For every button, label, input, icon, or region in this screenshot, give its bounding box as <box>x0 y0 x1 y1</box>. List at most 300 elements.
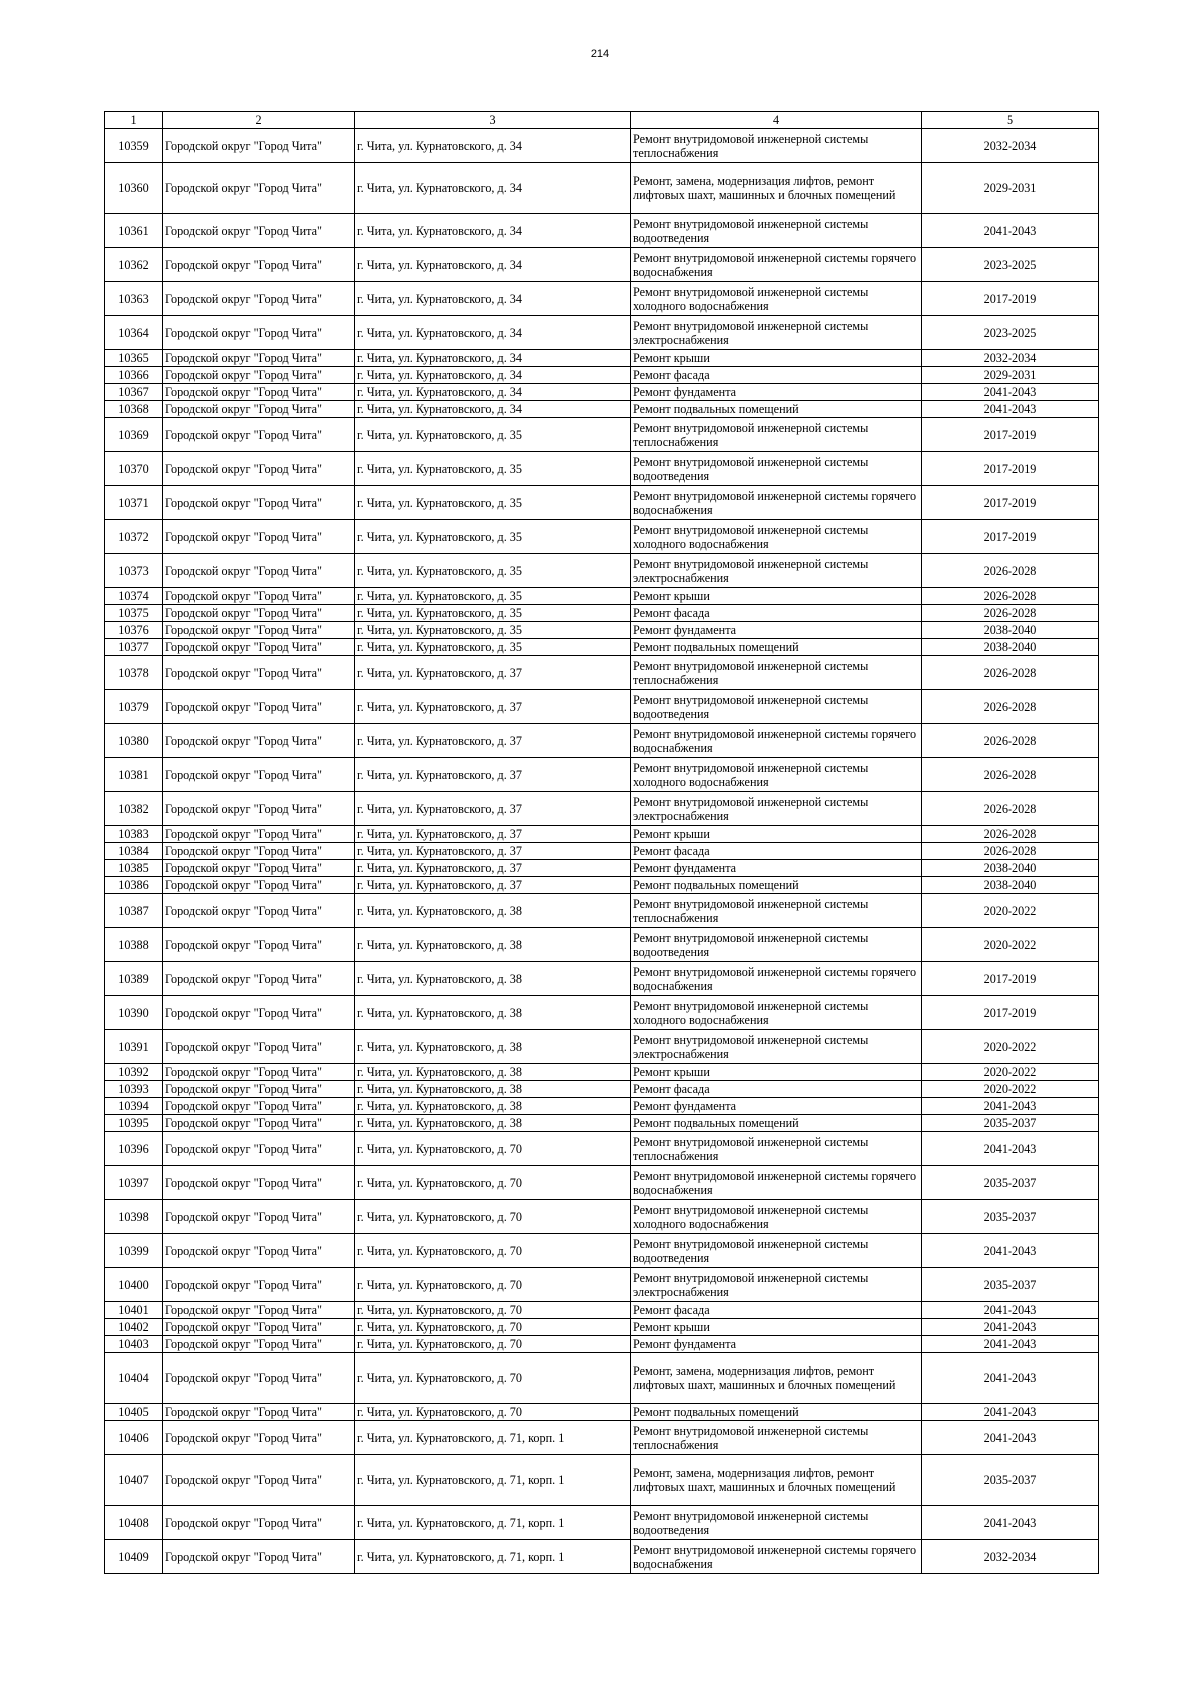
work-type-cell: Ремонт внутридомовой инженерной системы водоотведения <box>631 690 922 724</box>
row-number: 10380 <box>105 724 163 758</box>
municipality-cell: Городской округ "Город Чита" <box>163 1336 355 1353</box>
row-number: 10370 <box>105 452 163 486</box>
row-number: 10381 <box>105 758 163 792</box>
table-row <box>105 282 1099 316</box>
period-cell: 2026-2028 <box>922 656 1099 690</box>
work-type-cell: Ремонт крыши <box>631 1319 922 1336</box>
municipality-cell: Городской округ "Город Чита" <box>163 554 355 588</box>
period-cell: 2038-2040 <box>922 639 1099 656</box>
table-row <box>105 401 1099 418</box>
row-number: 10391 <box>105 1030 163 1064</box>
row-number: 10392 <box>105 1064 163 1081</box>
address-cell: г. Чита, ул. Курнатовского, д. 37 <box>355 826 631 843</box>
municipality-cell: Городской округ "Город Чита" <box>163 163 355 214</box>
address-cell: г. Чита, ул. Курнатовского, д. 34 <box>355 248 631 282</box>
work-type-cell: Ремонт внутридомовой инженерной системы холодного водоснабжения <box>631 996 922 1030</box>
address-cell: г. Чита, ул. Курнатовского, д. 34 <box>355 384 631 401</box>
table-row <box>105 1319 1099 1336</box>
table-row <box>105 1064 1099 1081</box>
row-number: 10394 <box>105 1098 163 1115</box>
address-cell: г. Чита, ул. Курнатовского, д. 37 <box>355 792 631 826</box>
work-type-cell: Ремонт фундамента <box>631 1098 922 1115</box>
work-type-cell: Ремонт фасада <box>631 1081 922 1098</box>
work-type-cell: Ремонт внутридомовой инженерной системы холодного водоснабжения <box>631 282 922 316</box>
period-cell: 2041-2043 <box>922 1132 1099 1166</box>
period-cell: 2035-2037 <box>922 1200 1099 1234</box>
period-cell: 2032-2034 <box>922 1540 1099 1574</box>
period-cell: 2041-2043 <box>922 401 1099 418</box>
municipality-cell: Городской округ "Город Чита" <box>163 1064 355 1081</box>
work-type-cell: Ремонт внутридомовой инженерной системы холодного водоснабжения <box>631 520 922 554</box>
period-cell: 2029-2031 <box>922 163 1099 214</box>
municipality-cell: Городской округ "Город Чита" <box>163 316 355 350</box>
period-cell: 2017-2019 <box>922 520 1099 554</box>
work-type-cell: Ремонт внутридомовой инженерной системы электроснабжения <box>631 792 922 826</box>
row-number: 10396 <box>105 1132 163 1166</box>
table-row <box>105 1506 1099 1540</box>
work-type-cell: Ремонт внутридомовой инженерной системы водоотведения <box>631 928 922 962</box>
row-number: 10398 <box>105 1200 163 1234</box>
address-cell: г. Чита, ул. Курнатовского, д. 38 <box>355 894 631 928</box>
municipality-cell: Городской округ "Город Чита" <box>163 639 355 656</box>
row-number: 10379 <box>105 690 163 724</box>
period-cell: 2020-2022 <box>922 1081 1099 1098</box>
period-cell: 2017-2019 <box>922 996 1099 1030</box>
address-cell: г. Чита, ул. Курнатовского, д. 70 <box>355 1200 631 1234</box>
work-type-cell: Ремонт внутридомовой инженерной системы горячего водоснабжения <box>631 248 922 282</box>
address-cell: г. Чита, ул. Курнатовского, д. 35 <box>355 588 631 605</box>
row-number: 10374 <box>105 588 163 605</box>
row-number: 10364 <box>105 316 163 350</box>
address-cell: г. Чита, ул. Курнатовского, д. 34 <box>355 163 631 214</box>
address-cell: г. Чита, ул. Курнатовского, д. 35 <box>355 622 631 639</box>
address-cell: г. Чита, ул. Курнатовского, д. 38 <box>355 962 631 996</box>
period-cell: 2041-2043 <box>922 1319 1099 1336</box>
row-number: 10369 <box>105 418 163 452</box>
row-number: 10378 <box>105 656 163 690</box>
row-number: 10397 <box>105 1166 163 1200</box>
work-type-cell: Ремонт внутридомовой инженерной системы холодного водоснабжения <box>631 758 922 792</box>
table-row <box>105 1081 1099 1098</box>
work-type-cell: Ремонт фундамента <box>631 1336 922 1353</box>
address-cell: г. Чита, ул. Курнатовского, д. 70 <box>355 1353 631 1404</box>
row-number: 10360 <box>105 163 163 214</box>
period-cell: 2026-2028 <box>922 826 1099 843</box>
work-type-cell: Ремонт фасада <box>631 605 922 622</box>
row-number: 10407 <box>105 1455 163 1506</box>
address-cell: г. Чита, ул. Курнатовского, д. 70 <box>355 1319 631 1336</box>
table-row <box>105 316 1099 350</box>
municipality-cell: Городской округ "Город Чита" <box>163 486 355 520</box>
row-number: 10404 <box>105 1353 163 1404</box>
work-type-cell: Ремонт подвальных помещений <box>631 401 922 418</box>
address-cell: г. Чита, ул. Курнатовского, д. 35 <box>355 605 631 622</box>
municipality-cell: Городской округ "Город Чита" <box>163 1404 355 1421</box>
municipality-cell: Городской округ "Город Чита" <box>163 996 355 1030</box>
column-number-row <box>105 112 1099 129</box>
work-type-cell: Ремонт фасада <box>631 843 922 860</box>
row-number: 10361 <box>105 214 163 248</box>
table-row <box>105 1234 1099 1268</box>
row-number: 10406 <box>105 1421 163 1455</box>
municipality-cell: Городской округ "Город Чита" <box>163 367 355 384</box>
work-type-cell: Ремонт, замена, модернизация лифтов, ремонт лифтовых шахт, машинных и блочных помещений <box>631 1353 922 1404</box>
work-type-cell: Ремонт внутридомовой инженерной системы теплоснабжения <box>631 656 922 690</box>
row-number: 10390 <box>105 996 163 1030</box>
address-cell: г. Чита, ул. Курнатовского, д. 70 <box>355 1234 631 1268</box>
table-row <box>105 384 1099 401</box>
municipality-cell: Городской округ "Город Чита" <box>163 1166 355 1200</box>
row-number: 10376 <box>105 622 163 639</box>
table-row <box>105 894 1099 928</box>
table-row <box>105 724 1099 758</box>
row-number: 10401 <box>105 1302 163 1319</box>
work-type-cell: Ремонт внутридомовой инженерной системы теплоснабжения <box>631 418 922 452</box>
municipality-cell: Городской округ "Город Чита" <box>163 792 355 826</box>
period-cell: 2026-2028 <box>922 724 1099 758</box>
address-cell: г. Чита, ул. Курнатовского, д. 37 <box>355 656 631 690</box>
period-cell: 2041-2043 <box>922 1336 1099 1353</box>
address-cell: г. Чита, ул. Курнатовского, д. 34 <box>355 401 631 418</box>
table-row <box>105 690 1099 724</box>
row-number: 10363 <box>105 282 163 316</box>
work-type-cell: Ремонт фундамента <box>631 860 922 877</box>
period-cell: 2017-2019 <box>922 418 1099 452</box>
row-number: 10402 <box>105 1319 163 1336</box>
period-cell: 2032-2034 <box>922 129 1099 163</box>
table-row <box>105 1353 1099 1404</box>
municipality-cell: Городской округ "Город Чита" <box>163 452 355 486</box>
period-cell: 2026-2028 <box>922 554 1099 588</box>
municipality-cell: Городской округ "Город Чита" <box>163 350 355 367</box>
table-row <box>105 520 1099 554</box>
municipality-cell: Городской округ "Город Чита" <box>163 1098 355 1115</box>
column-header: 3 <box>355 112 631 129</box>
table-row <box>105 843 1099 860</box>
table-row <box>105 1455 1099 1506</box>
municipality-cell: Городской округ "Город Чита" <box>163 1540 355 1574</box>
work-type-cell: Ремонт подвальных помещений <box>631 877 922 894</box>
table-row <box>105 248 1099 282</box>
work-type-cell: Ремонт фундамента <box>631 622 922 639</box>
period-cell: 2026-2028 <box>922 605 1099 622</box>
municipality-cell: Городской округ "Город Чита" <box>163 1302 355 1319</box>
municipality-cell: Городской округ "Город Чита" <box>163 588 355 605</box>
work-type-cell: Ремонт внутридомовой инженерной системы горячего водоснабжения <box>631 724 922 758</box>
table-row <box>105 1404 1099 1421</box>
table-row <box>105 1166 1099 1200</box>
table-row <box>105 129 1099 163</box>
period-cell: 2041-2043 <box>922 1098 1099 1115</box>
row-number: 10366 <box>105 367 163 384</box>
table-row <box>105 486 1099 520</box>
address-cell: г. Чита, ул. Курнатовского, д. 70 <box>355 1336 631 1353</box>
address-cell: г. Чита, ул. Курнатовского, д. 34 <box>355 350 631 367</box>
table-row <box>105 214 1099 248</box>
period-cell: 2041-2043 <box>922 1234 1099 1268</box>
row-number: 10365 <box>105 350 163 367</box>
period-cell: 2041-2043 <box>922 1353 1099 1404</box>
table-row <box>105 418 1099 452</box>
period-cell: 2038-2040 <box>922 860 1099 877</box>
column-header: 2 <box>163 112 355 129</box>
address-cell: г. Чита, ул. Курнатовского, д. 70 <box>355 1166 631 1200</box>
row-number: 10383 <box>105 826 163 843</box>
row-number: 10386 <box>105 877 163 894</box>
period-cell: 2041-2043 <box>922 1506 1099 1540</box>
municipality-cell: Городской округ "Город Чита" <box>163 1030 355 1064</box>
address-cell: г. Чита, ул. Курнатовского, д. 34 <box>355 214 631 248</box>
work-type-cell: Ремонт внутридомовой инженерной системы холодного водоснабжения <box>631 1200 922 1234</box>
address-cell: г. Чита, ул. Курнатовского, д. 38 <box>355 996 631 1030</box>
municipality-cell: Городской округ "Город Чита" <box>163 1234 355 1268</box>
work-type-cell: Ремонт внутридомовой инженерной системы электроснабжения <box>631 316 922 350</box>
table-row <box>105 1132 1099 1166</box>
repair-schedule-table <box>104 111 1099 1574</box>
work-type-cell: Ремонт крыши <box>631 826 922 843</box>
municipality-cell: Городской округ "Город Чита" <box>163 1268 355 1302</box>
page-number: 214 <box>590 48 610 60</box>
work-type-cell: Ремонт внутридомовой инженерной системы теплоснабжения <box>631 894 922 928</box>
address-cell: г. Чита, ул. Курнатовского, д. 35 <box>355 554 631 588</box>
row-number: 10367 <box>105 384 163 401</box>
address-cell: г. Чита, ул. Курнатовского, д. 35 <box>355 452 631 486</box>
row-number: 10393 <box>105 1081 163 1098</box>
table-row <box>105 860 1099 877</box>
address-cell: г. Чита, ул. Курнатовского, д. 38 <box>355 1030 631 1064</box>
column-header: 5 <box>922 112 1099 129</box>
work-type-cell: Ремонт внутридомовой инженерной системы теплоснабжения <box>631 1132 922 1166</box>
period-cell: 2026-2028 <box>922 843 1099 860</box>
period-cell: 2020-2022 <box>922 928 1099 962</box>
table-row <box>105 1421 1099 1455</box>
work-type-cell: Ремонт крыши <box>631 350 922 367</box>
work-type-cell: Ремонт крыши <box>631 1064 922 1081</box>
table-row <box>105 1540 1099 1574</box>
municipality-cell: Городской округ "Город Чита" <box>163 1353 355 1404</box>
table-row <box>105 1200 1099 1234</box>
table-row <box>105 622 1099 639</box>
table-row <box>105 605 1099 622</box>
period-cell: 2017-2019 <box>922 962 1099 996</box>
address-cell: г. Чита, ул. Курнатовского, д. 37 <box>355 877 631 894</box>
municipality-cell: Городской округ "Город Чита" <box>163 282 355 316</box>
address-cell: г. Чита, ул. Курнатовского, д. 35 <box>355 418 631 452</box>
municipality-cell: Городской округ "Город Чита" <box>163 384 355 401</box>
row-number: 10403 <box>105 1336 163 1353</box>
address-cell: г. Чита, ул. Курнатовского, д. 38 <box>355 1064 631 1081</box>
address-cell: г. Чита, ул. Курнатовского, д. 37 <box>355 758 631 792</box>
municipality-cell: Городской округ "Город Чита" <box>163 656 355 690</box>
row-number: 10384 <box>105 843 163 860</box>
table-row <box>105 1268 1099 1302</box>
municipality-cell: Городской округ "Город Чита" <box>163 605 355 622</box>
work-type-cell: Ремонт, замена, модернизация лифтов, ремонт лифтовых шахт, машинных и блочных помещений <box>631 1455 922 1506</box>
row-number: 10368 <box>105 401 163 418</box>
table-row <box>105 928 1099 962</box>
work-type-cell: Ремонт подвальных помещений <box>631 639 922 656</box>
table-body <box>105 129 1099 1574</box>
period-cell: 2017-2019 <box>922 486 1099 520</box>
period-cell: 2041-2043 <box>922 214 1099 248</box>
column-header: 4 <box>631 112 922 129</box>
address-cell: г. Чита, ул. Курнатовского, д. 38 <box>355 928 631 962</box>
municipality-cell: Городской округ "Город Чита" <box>163 843 355 860</box>
address-cell: г. Чита, ул. Курнатовского, д. 34 <box>355 367 631 384</box>
address-cell: г. Чита, ул. Курнатовского, д. 71, корп. 1 <box>355 1455 631 1506</box>
table-row <box>105 1098 1099 1115</box>
municipality-cell: Городской округ "Город Чита" <box>163 214 355 248</box>
table-row <box>105 1302 1099 1319</box>
municipality-cell: Городской округ "Город Чита" <box>163 129 355 163</box>
work-type-cell: Ремонт внутридомовой инженерной системы горячего водоснабжения <box>631 962 922 996</box>
work-type-cell: Ремонт фундамента <box>631 384 922 401</box>
municipality-cell: Городской округ "Город Чита" <box>163 826 355 843</box>
municipality-cell: Городской округ "Город Чита" <box>163 894 355 928</box>
table-row <box>105 639 1099 656</box>
row-number: 10362 <box>105 248 163 282</box>
municipality-cell: Городской округ "Город Чита" <box>163 877 355 894</box>
period-cell: 2041-2043 <box>922 1302 1099 1319</box>
municipality-cell: Городской округ "Город Чита" <box>163 1200 355 1234</box>
address-cell: г. Чита, ул. Курнатовского, д. 35 <box>355 520 631 554</box>
address-cell: г. Чита, ул. Курнатовского, д. 37 <box>355 690 631 724</box>
table-row <box>105 996 1099 1030</box>
work-type-cell: Ремонт внутридомовой инженерной системы электроснабжения <box>631 554 922 588</box>
table-row <box>105 962 1099 996</box>
table-row <box>105 1030 1099 1064</box>
municipality-cell: Городской округ "Город Чита" <box>163 1115 355 1132</box>
address-cell: г. Чита, ул. Курнатовского, д. 35 <box>355 639 631 656</box>
work-type-cell: Ремонт внутридомовой инженерной системы электроснабжения <box>631 1268 922 1302</box>
row-number: 10409 <box>105 1540 163 1574</box>
period-cell: 2035-2037 <box>922 1268 1099 1302</box>
period-cell: 2026-2028 <box>922 690 1099 724</box>
period-cell: 2026-2028 <box>922 758 1099 792</box>
period-cell: 2029-2031 <box>922 367 1099 384</box>
address-cell: г. Чита, ул. Курнатовского, д. 70 <box>355 1132 631 1166</box>
row-number: 10399 <box>105 1234 163 1268</box>
period-cell: 2023-2025 <box>922 316 1099 350</box>
period-cell: 2038-2040 <box>922 877 1099 894</box>
period-cell: 2038-2040 <box>922 622 1099 639</box>
table-row <box>105 1115 1099 1132</box>
address-cell: г. Чита, ул. Курнатовского, д. 70 <box>355 1302 631 1319</box>
municipality-cell: Городской округ "Город Чита" <box>163 418 355 452</box>
address-cell: г. Чита, ул. Курнатовского, д. 34 <box>355 316 631 350</box>
period-cell: 2035-2037 <box>922 1166 1099 1200</box>
row-number: 10408 <box>105 1506 163 1540</box>
municipality-cell: Городской округ "Город Чита" <box>163 690 355 724</box>
municipality-cell: Городской округ "Город Чита" <box>163 1506 355 1540</box>
row-number: 10388 <box>105 928 163 962</box>
period-cell: 2035-2037 <box>922 1115 1099 1132</box>
address-cell: г. Чита, ул. Курнатовского, д. 37 <box>355 843 631 860</box>
work-type-cell: Ремонт крыши <box>631 588 922 605</box>
table-row <box>105 554 1099 588</box>
address-cell: г. Чита, ул. Курнатовского, д. 71, корп. 1 <box>355 1540 631 1574</box>
municipality-cell: Городской округ "Город Чита" <box>163 1455 355 1506</box>
municipality-cell: Городской округ "Город Чита" <box>163 758 355 792</box>
address-cell: г. Чита, ул. Курнатовского, д. 34 <box>355 282 631 316</box>
period-cell: 2032-2034 <box>922 350 1099 367</box>
municipality-cell: Городской округ "Город Чита" <box>163 1421 355 1455</box>
row-number: 10382 <box>105 792 163 826</box>
municipality-cell: Городской округ "Город Чита" <box>163 1132 355 1166</box>
period-cell: 2041-2043 <box>922 384 1099 401</box>
table-row <box>105 792 1099 826</box>
table-row <box>105 588 1099 605</box>
row-number: 10389 <box>105 962 163 996</box>
period-cell: 2041-2043 <box>922 1404 1099 1421</box>
work-type-cell: Ремонт внутридомовой инженерной системы теплоснабжения <box>631 129 922 163</box>
table-row <box>105 350 1099 367</box>
period-cell: 2017-2019 <box>922 282 1099 316</box>
work-type-cell: Ремонт, замена, модернизация лифтов, ремонт лифтовых шахт, машинных и блочных помещений <box>631 163 922 214</box>
table-row <box>105 452 1099 486</box>
address-cell: г. Чита, ул. Курнатовского, д. 37 <box>355 724 631 758</box>
table-row <box>105 656 1099 690</box>
row-number: 10385 <box>105 860 163 877</box>
period-cell: 2020-2022 <box>922 894 1099 928</box>
table-row <box>105 367 1099 384</box>
work-type-cell: Ремонт внутридомовой инженерной системы водоотведения <box>631 214 922 248</box>
table-row <box>105 163 1099 214</box>
table-row <box>105 877 1099 894</box>
row-number: 10375 <box>105 605 163 622</box>
table-row <box>105 758 1099 792</box>
period-cell: 2017-2019 <box>922 452 1099 486</box>
row-number: 10359 <box>105 129 163 163</box>
period-cell: 2026-2028 <box>922 792 1099 826</box>
address-cell: г. Чита, ул. Курнатовского, д. 38 <box>355 1115 631 1132</box>
row-number: 10372 <box>105 520 163 554</box>
table-row <box>105 1336 1099 1353</box>
address-cell: г. Чита, ул. Курнатовского, д. 38 <box>355 1081 631 1098</box>
row-number: 10373 <box>105 554 163 588</box>
municipality-cell: Городской округ "Город Чита" <box>163 860 355 877</box>
address-cell: г. Чита, ул. Курнатовского, д. 71, корп. 1 <box>355 1506 631 1540</box>
municipality-cell: Городской округ "Город Чита" <box>163 401 355 418</box>
municipality-cell: Городской округ "Город Чита" <box>163 248 355 282</box>
row-number: 10405 <box>105 1404 163 1421</box>
work-type-cell: Ремонт внутридомовой инженерной системы электроснабжения <box>631 1030 922 1064</box>
municipality-cell: Городской округ "Город Чита" <box>163 928 355 962</box>
work-type-cell: Ремонт внутридомовой инженерной системы водоотведения <box>631 452 922 486</box>
work-type-cell: Ремонт подвальных помещений <box>631 1115 922 1132</box>
address-cell: г. Чита, ул. Курнатовского, д. 70 <box>355 1404 631 1421</box>
address-cell: г. Чита, ул. Курнатовского, д. 38 <box>355 1098 631 1115</box>
municipality-cell: Городской округ "Город Чита" <box>163 622 355 639</box>
period-cell: 2020-2022 <box>922 1064 1099 1081</box>
work-type-cell: Ремонт внутридомовой инженерной системы горячего водоснабжения <box>631 486 922 520</box>
address-cell: г. Чита, ул. Курнатовского, д. 37 <box>355 860 631 877</box>
row-number: 10377 <box>105 639 163 656</box>
row-number: 10371 <box>105 486 163 520</box>
municipality-cell: Городской округ "Город Чита" <box>163 520 355 554</box>
work-type-cell: Ремонт внутридомовой инженерной системы теплоснабжения <box>631 1421 922 1455</box>
municipality-cell: Городской округ "Город Чита" <box>163 962 355 996</box>
municipality-cell: Городской округ "Город Чита" <box>163 724 355 758</box>
period-cell: 2026-2028 <box>922 588 1099 605</box>
period-cell: 2041-2043 <box>922 1421 1099 1455</box>
address-cell: г. Чита, ул. Курнатовского, д. 71, корп. 1 <box>355 1421 631 1455</box>
work-type-cell: Ремонт подвальных помещений <box>631 1404 922 1421</box>
period-cell: 2035-2037 <box>922 1455 1099 1506</box>
row-number: 10395 <box>105 1115 163 1132</box>
address-cell: г. Чита, ул. Курнатовского, д. 34 <box>355 129 631 163</box>
period-cell: 2020-2022 <box>922 1030 1099 1064</box>
